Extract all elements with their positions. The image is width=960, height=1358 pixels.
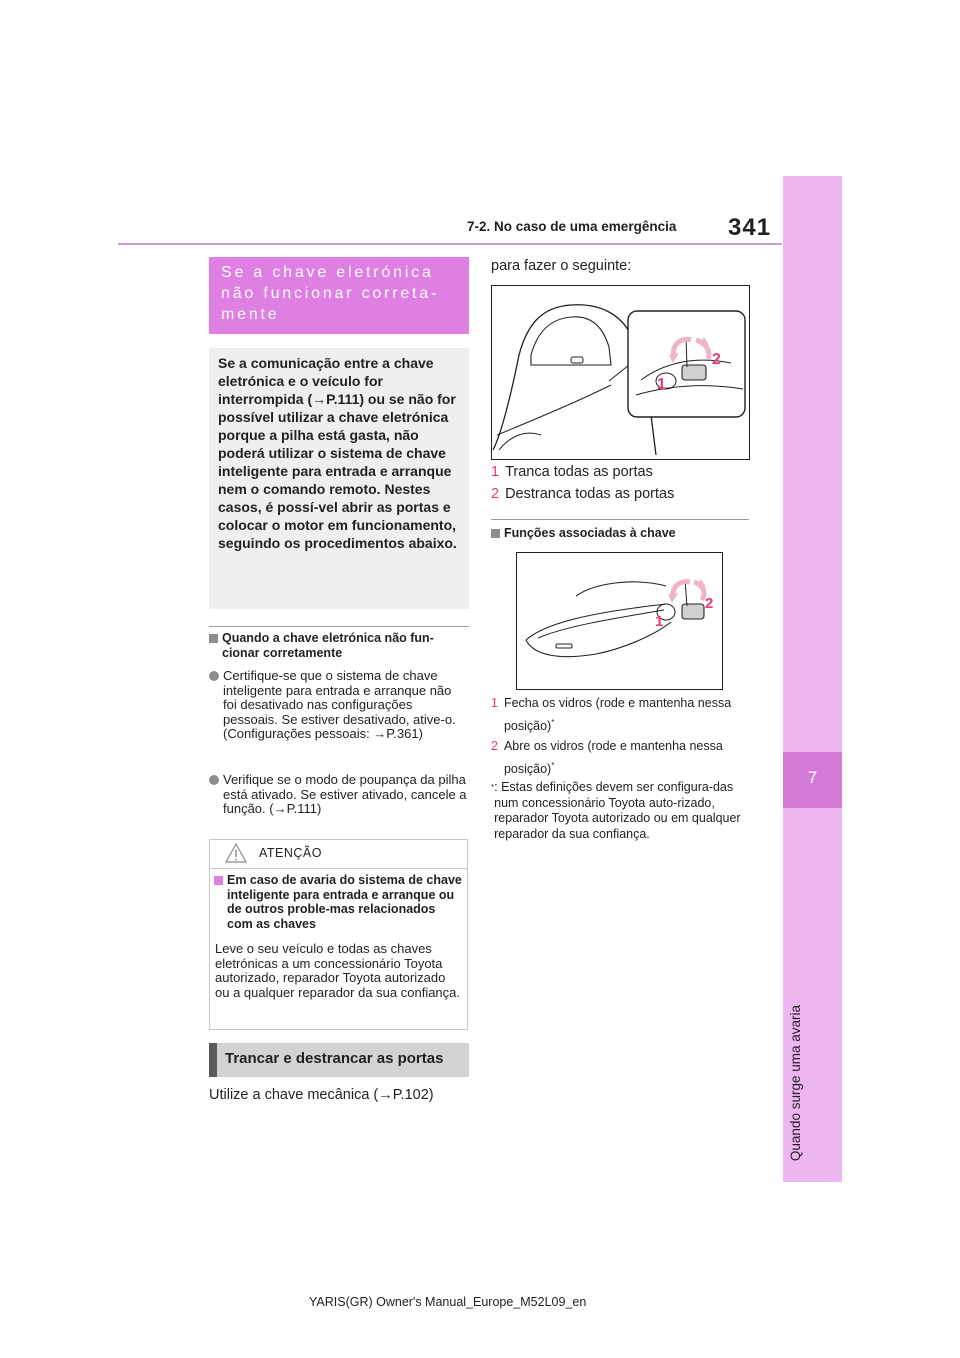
figure-label: 1 <box>655 613 664 630</box>
chapter-label <box>788 1005 803 1161</box>
item-text <box>504 737 749 779</box>
item-text-body: Abre os vidros (rode e mantenha nessa posição) <box>503 739 723 777</box>
attention-heading <box>214 873 462 931</box>
subheading-text: Quando a chave eletrónica não fun-cionar corretamente <box>222 631 434 660</box>
divider <box>209 626 469 627</box>
list-item <box>491 694 749 736</box>
section-bar-accent <box>209 1043 217 1077</box>
item-text-body: Fecha os vidros (rode e mantenha nessa posição) <box>503 696 732 734</box>
attention-body: Leve o seu veículo e todas as chaves eletrónicas a um concessionário Toyota autorizado, reparador Toyota autorizado ou a qualquer reparador da sua confiança. <box>215 941 461 1000</box>
figure-label: 2 <box>705 595 714 612</box>
chapter-number: 7 <box>807 768 818 787</box>
section-bar-title: Trancar e destrancar as portas <box>225 1050 444 1067</box>
subheading <box>491 526 676 541</box>
figure-label: 2 <box>712 351 721 368</box>
item-text <box>504 694 749 736</box>
intro-text: Se a comunicação entre a chave eletrónica e o veículo for interrompida (→P.111) ou se não for possível utilizar a chave eletrónica porque a pilha está gasta, não poderá utilizar o sistema de chave inteligente para entrada e arranque nem o comando remoto. Nestes casos, é possí-vel abrir as portas e colocar o motor em funcionamento, seguindo os procedimentos abaixo. <box>218 355 457 551</box>
subheading <box>209 631 471 660</box>
chapter-label-text: Quando surge uma avaria <box>788 1005 803 1162</box>
item-number: 2 <box>491 739 498 753</box>
list-item <box>209 669 467 742</box>
figure-car-door-key <box>491 285 750 460</box>
item-number: 2 <box>491 486 500 502</box>
list-item-text: Verifique se o modo de poupança da pilha está ativado. Se estiver ativado, cancele a função. (→P.111) <box>223 772 467 816</box>
footnote-mark: * <box>491 783 495 792</box>
list-item <box>491 737 749 779</box>
footnote-mark: * <box>551 718 555 727</box>
square-bullet-icon <box>209 634 218 643</box>
section-heading: Se a chave eletrónica não funcionar correta-mente <box>221 264 440 323</box>
figure-key-window <box>516 552 723 690</box>
item-number: 1 <box>491 464 500 480</box>
list-item <box>491 486 674 502</box>
figure-label: 1 <box>657 376 666 393</box>
list-item <box>491 464 653 480</box>
item-text: Tranca todas as portas <box>505 464 653 480</box>
item-number: 1 <box>491 696 498 710</box>
utilize-text: Utilize a chave mecânica (→P.102) <box>209 1087 434 1103</box>
warning-icon <box>225 843 247 863</box>
footer: YARIS(GR) Owner's Manual_Europe_M52L09_en <box>309 1295 587 1309</box>
bullet-dot-icon <box>209 671 219 681</box>
attention-divider <box>210 868 467 869</box>
page-number: 341 <box>728 214 772 241</box>
footnote-mark: * <box>551 761 555 770</box>
paragraph-intro: para fazer o seguinte: <box>491 258 632 274</box>
item-text: Destranca todas as portas <box>505 486 675 502</box>
header-rule <box>118 243 782 245</box>
footnote-text: : Estas definições devem ser configura-das num concessionário Toyota auto-rizado, reparador Toyota autorizado ou em qualquer reparador da sua confiança. <box>494 780 741 841</box>
subheading-text: Funções associadas à chave <box>504 526 676 540</box>
list-item <box>209 773 467 817</box>
square-bullet-icon <box>214 876 223 885</box>
list-item-text: Certifique-se que o sistema de chave inteligente para entrada e arranque não foi desativado nas configurações pessoais. Se estiver desativado, ative-o. (Configurações pessoais: →P.361) <box>223 668 456 741</box>
attention-heading-text: Em caso de avaria do sistema de chave inteligente para entrada e arranque ou de outros proble-mas relacionados com as chaves <box>227 873 462 931</box>
footnote <box>491 780 751 842</box>
attention-label: ATENÇÃO <box>259 846 322 860</box>
divider <box>491 519 749 520</box>
section-title: 7-2. No caso de uma emergência <box>467 219 677 234</box>
bullet-dot-icon <box>209 775 219 785</box>
square-bullet-icon <box>491 529 500 538</box>
